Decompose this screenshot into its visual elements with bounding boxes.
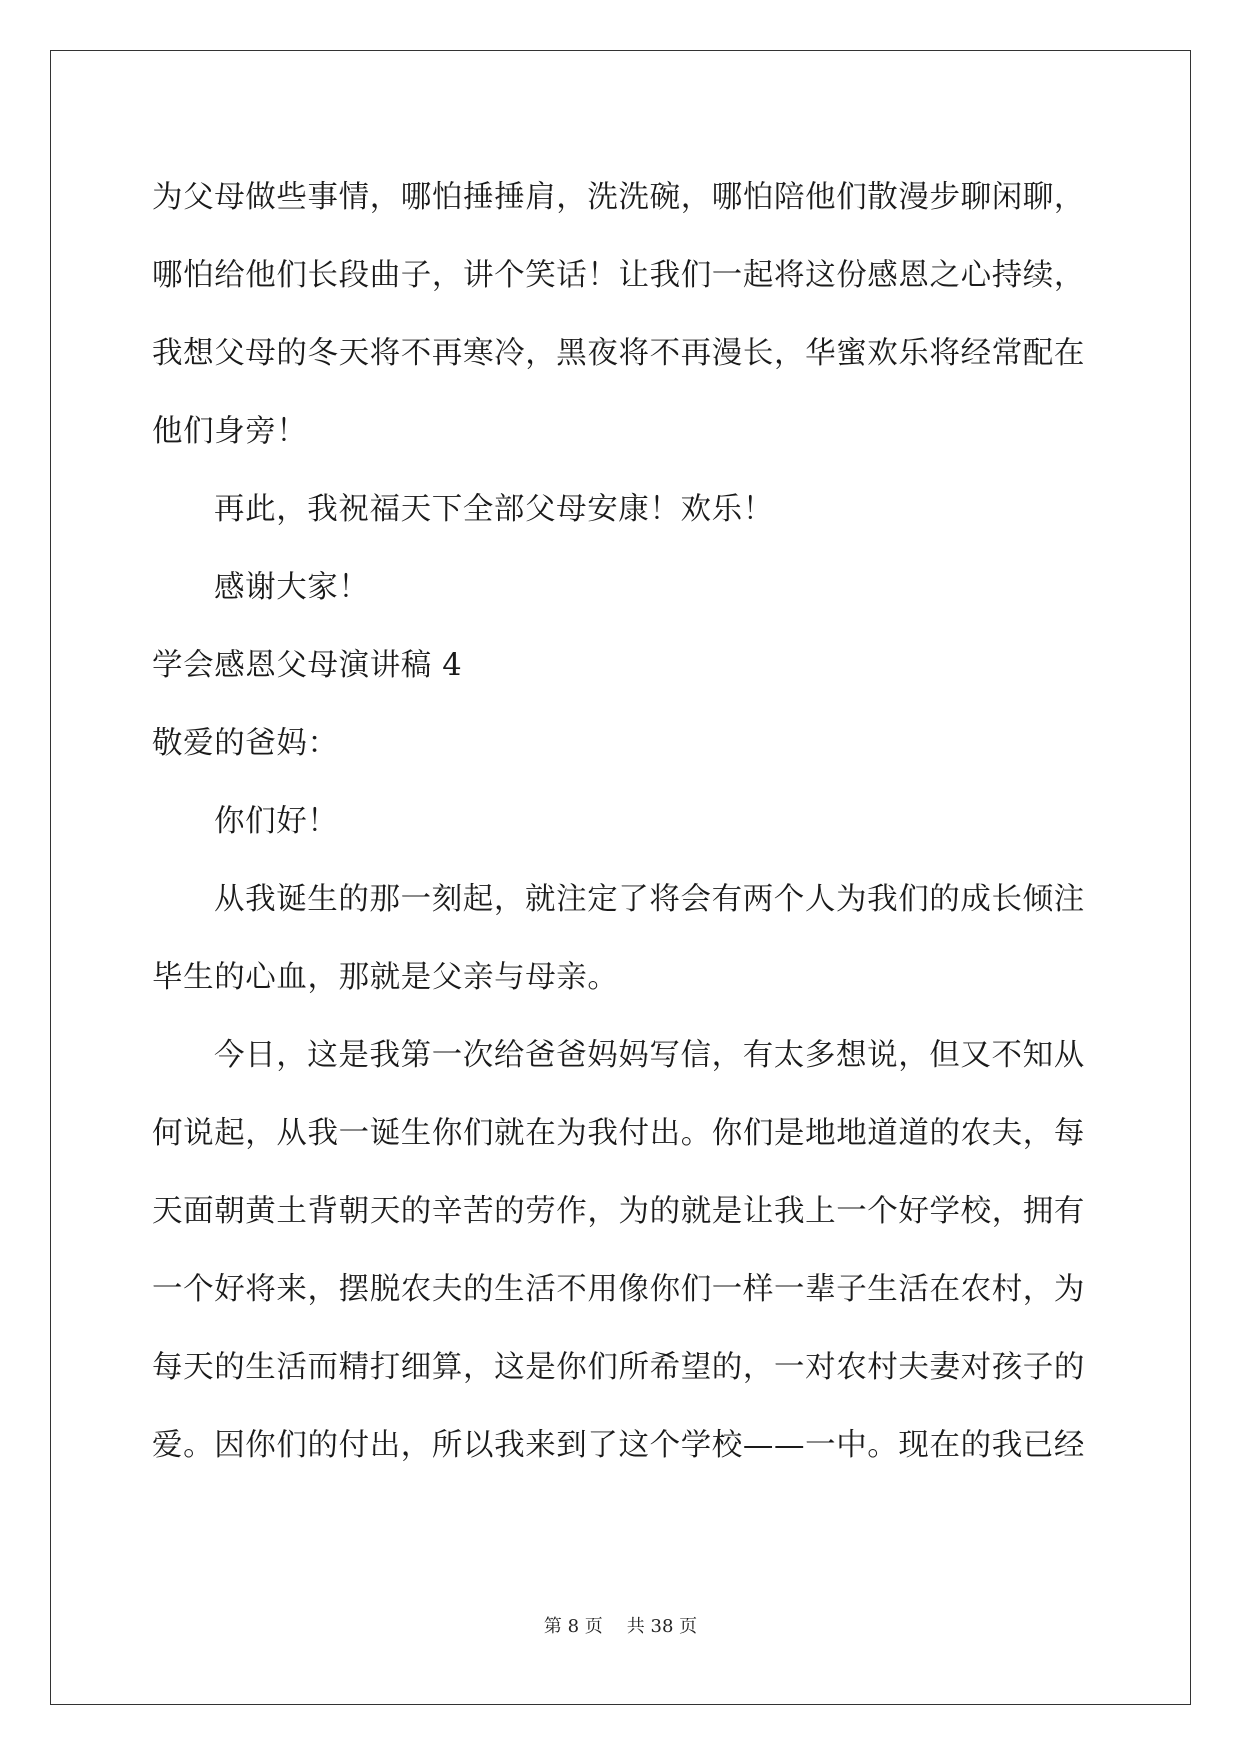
greeting: 你们好！ (214, 804, 339, 839)
text-line: 一个好将来，摆脱农夫的生活不用像你们一样一辈子生活在农村，为 (152, 1272, 1085, 1307)
document-body (152, 159, 1092, 1485)
text-line: 为父母做些事情，哪怕捶捶肩，洗洗碗，哪怕陪他们散漫步聊闲聊， (152, 180, 1085, 215)
salutation: 敬爱的爸妈： (152, 726, 339, 761)
text-line: 我想父母的冬天将不再寒冷，黑夜将不再漫长，华蜜欢乐将经常配在 (152, 336, 1085, 371)
text-line: 天面朝黄土背朝天的辛苦的劳作，为的就是让我上一个好学校，拥有 (152, 1194, 1085, 1229)
total-pages: 共 38 页 (626, 1616, 698, 1637)
page-footer (0, 1612, 1241, 1638)
text-line: 再此，我祝福天下全部父母安康！欢乐！ (214, 492, 774, 527)
text-line: 他们身旁！ (152, 414, 308, 449)
text-line: 哪怕给他们长段曲子，讲个笑话！让我们一起将这份感恩之心持续， (152, 258, 1085, 293)
section-heading: 学会感恩父母演讲稿 4 (152, 648, 463, 683)
page-number: 第 8 页 (543, 1616, 603, 1637)
text-line: 何说起，从我一诞生你们就在为我付出。你们是地地道道的农夫，每 (152, 1116, 1085, 1151)
text-line: 从我诞生的那一刻起，就注定了将会有两个人为我们的成长倾注 (214, 882, 1085, 917)
text-line: 今日，这是我第一次给爸爸妈妈写信，有太多想说，但又不知从 (214, 1038, 1085, 1073)
text-line: 感谢大家！ (214, 570, 370, 605)
text-line: 毕生的心血，那就是父亲与母亲。 (152, 960, 619, 995)
text-line: 爱。因你们的付出，所以我来到了这个学校——一中。现在的我已经 (152, 1428, 1085, 1463)
text-line: 每天的生活而精打细算，这是你们所希望的，一对农村夫妻对孩子的 (152, 1350, 1085, 1385)
